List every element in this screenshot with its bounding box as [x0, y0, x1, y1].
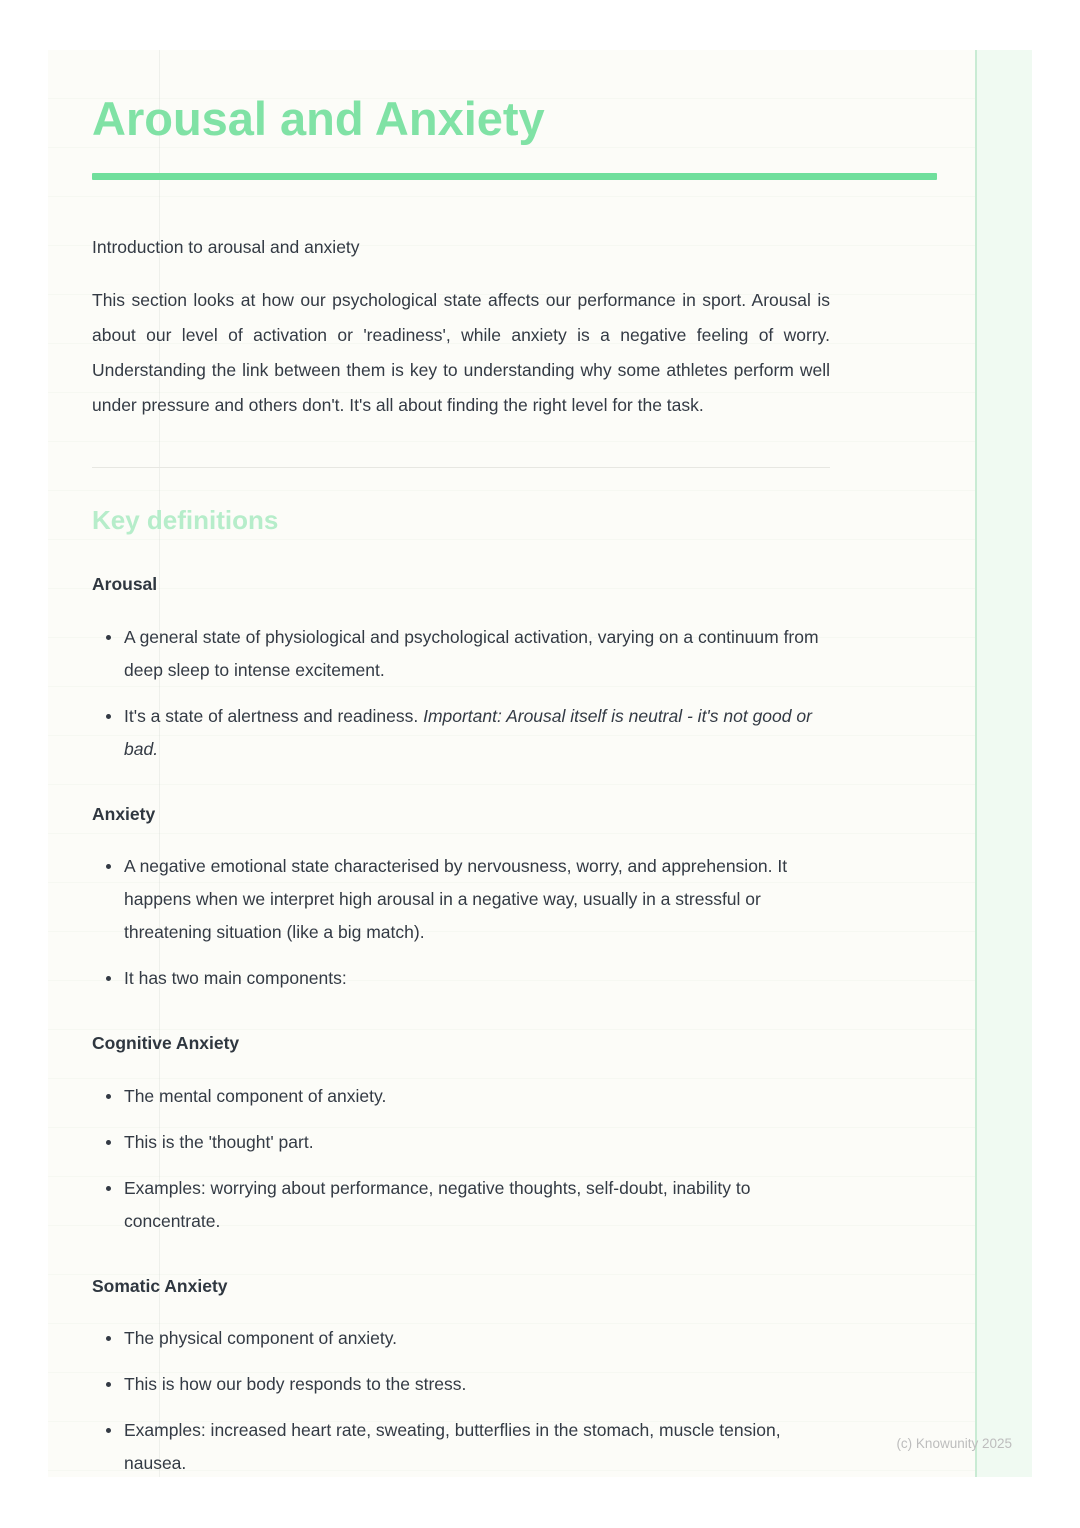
- bullet-list-cognitive-anxiety: [92, 1080, 830, 1238]
- list-item: [92, 700, 830, 766]
- title-underline-rule: [92, 173, 937, 180]
- bullet-icon: [106, 864, 111, 869]
- intro-label: Introduction to arousal and anxiety: [92, 237, 360, 258]
- list-item: [92, 962, 830, 995]
- list-item-text: A general state of physiological and psychological activation, varying on a continuum from deep sleep to intense excitement.: [124, 626, 819, 680]
- list-item: [92, 1322, 830, 1355]
- list-item-text: This is the 'thought' part.: [124, 1131, 314, 1152]
- page-title: Arousal and Anxiety: [92, 92, 545, 145]
- sub-heading-cognitive-anxiety: Cognitive Anxiety: [92, 1033, 240, 1054]
- section-divider: [92, 467, 830, 468]
- list-item-text: The physical component of anxiety.: [124, 1328, 398, 1349]
- list-item-text: A negative emotional state characterised by nervousness, worry, and apprehension. It happens when we interpret high arousal in a negative way, usually in a stressful or threatening situation (like a big match).: [124, 856, 788, 943]
- list-item: [92, 1172, 830, 1238]
- sub-heading-somatic-anxiety: Somatic Anxiety: [92, 1275, 228, 1296]
- notes-page: [48, 50, 1032, 1477]
- list-item-text: It's a state of alertness and readiness.: [124, 705, 424, 726]
- bullet-icon: [106, 976, 111, 981]
- list-item-text: Examples: worrying about performance, negative thoughts, self-doubt, inability to concentrate.: [124, 1177, 751, 1231]
- list-item: [92, 1368, 830, 1401]
- page-content: [48, 50, 830, 1480]
- bullet-icon: [106, 1140, 111, 1145]
- section-heading-key-definitions: Key definitions: [92, 505, 279, 536]
- list-item-italic-note: Important: Arousal itself is neutral - it's not good or bad.: [124, 705, 812, 759]
- bullet-list-somatic-anxiety: [92, 1322, 830, 1480]
- list-item: [92, 850, 830, 949]
- bullet-icon: [106, 1382, 111, 1387]
- bullet-icon: [106, 1428, 111, 1433]
- list-item-text: Examples: increased heart rate, sweating, butterflies in the stomach, muscle tension, nausea.: [124, 1420, 781, 1474]
- intro-paragraph: This section looks at how our psychological state affects our performance in sport. Arousal is about our level of activation or 'readiness', while anxiety is a negative feeling of worry. Understanding the link between them is key to understanding why some athletes perform well under pressure and others don't. It's all about finding the right level for the task.: [92, 290, 830, 416]
- list-item: [92, 1126, 830, 1159]
- copyright-watermark: (c) Knowunity 2025: [896, 1436, 1012, 1451]
- bullet-list-arousal: [92, 621, 830, 766]
- list-item: [92, 1414, 830, 1480]
- bullet-icon: [106, 714, 111, 719]
- bullet-icon: [106, 1186, 111, 1191]
- list-item-text: This is how our body responds to the stress.: [124, 1374, 467, 1395]
- bullet-list-anxiety: [92, 850, 830, 995]
- bullet-icon: [106, 1094, 111, 1099]
- list-item-text: It has two main components:: [124, 968, 347, 989]
- page-edge-accent-band: [975, 50, 1032, 1477]
- list-item: [92, 1080, 830, 1113]
- list-item-text: The mental component of anxiety.: [124, 1085, 387, 1106]
- bullet-icon: [106, 635, 111, 640]
- list-item: [92, 621, 830, 687]
- bullet-icon: [106, 1336, 111, 1341]
- sub-heading-arousal: Arousal: [92, 574, 158, 595]
- sub-heading-anxiety: Anxiety: [92, 803, 156, 824]
